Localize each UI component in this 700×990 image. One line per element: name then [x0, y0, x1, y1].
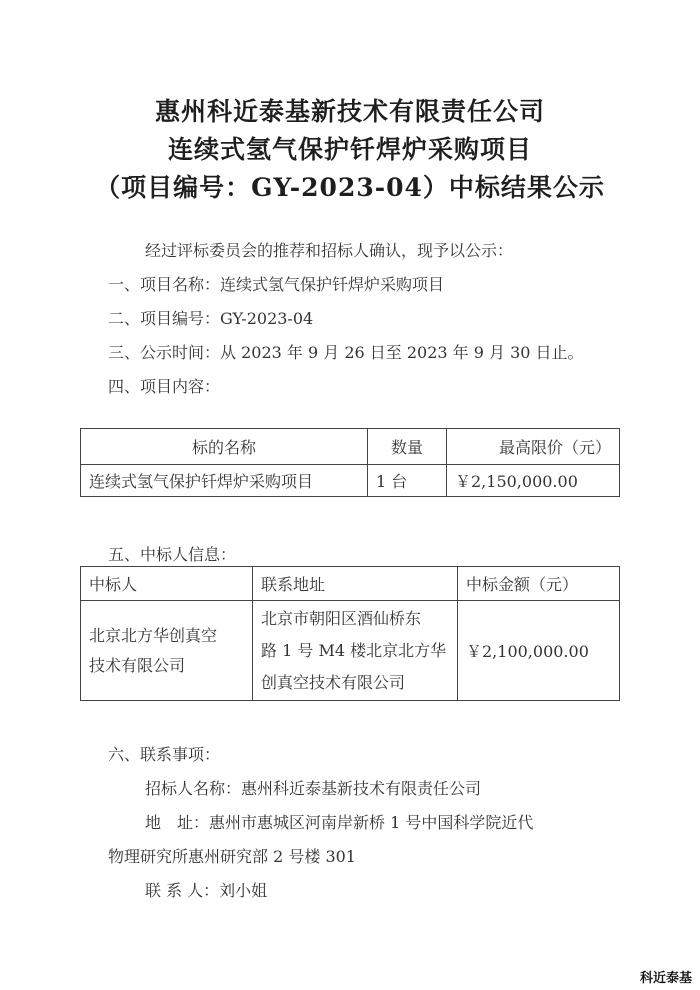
project-table: [80, 428, 620, 497]
cell-winner-name: [81, 601, 253, 701]
address-line: 路 1 号 M4 楼北京北方华: [261, 640, 447, 660]
project-table-header: [81, 429, 620, 465]
title-subtitle: （项目编号：GY-2023-04）中标结果公示: [95, 173, 605, 202]
header-amount: 中标金额（元）: [458, 567, 620, 601]
item-project-number: 二、项目编号：GY-2023-04: [108, 309, 314, 328]
header-address: 联系地址: [253, 567, 458, 601]
winner-table-header: [81, 567, 620, 601]
cell-winner-amount: ￥2,100,000.00: [458, 601, 620, 701]
item-project-name: 一、项目名称：连续式氢气保护钎焊炉采购项目: [108, 275, 445, 294]
contact-address-line2: 物理研究所惠州研究部 2 号楼 301: [108, 847, 356, 866]
intro-text: 经过评标委员会的推荐和招标人确认，现予以公示：: [145, 241, 514, 260]
contact-heading: 六、联系事项：: [108, 745, 221, 764]
watermark-logo: 科近泰基: [639, 971, 692, 986]
contact-person: 联 系 人：刘小姐: [145, 881, 268, 900]
contact-tenderer: 招标人名称：惠州科近泰基新技术有限责任公司: [145, 779, 482, 798]
cell-item-name: 连续式氢气保护钎焊炉采购项目: [81, 465, 368, 497]
title-project: 连续式氢气保护钎焊炉采购项目: [167, 135, 532, 164]
winner-name-line: 北京北方华创真空: [89, 625, 218, 645]
item-content: 四、项目内容：: [108, 377, 221, 396]
header-max-price: 最高限价（元）: [447, 429, 620, 465]
winner-table-row: [81, 601, 620, 701]
project-table-row: [81, 465, 620, 497]
address-line: 创真空技术有限公司: [261, 672, 406, 692]
header-winner: 中标人: [81, 567, 253, 601]
winner-table: [80, 566, 620, 701]
winner-heading: 五、中标人信息：: [108, 545, 237, 564]
cell-max-price: ￥2,150,000.00: [447, 465, 620, 497]
header-quantity: 数量: [368, 429, 447, 465]
cell-quantity: 1 台: [368, 465, 447, 497]
title-company: 惠州科近泰基新技术有限责任公司: [154, 97, 545, 126]
winner-name-line: 技术有限公司: [89, 655, 186, 675]
contact-address-line1: 地 址：惠州市惠城区河南岸新桥 1 号中国科学院近代: [145, 813, 534, 832]
header-item-name: 标的名称: [81, 429, 368, 465]
address-line: 北京市朝阳区酒仙桥东: [261, 608, 422, 628]
item-period: 三、公示时间：从 2023 年 9 月 26 日至 2023 年 9 月 30 日止。: [108, 343, 584, 362]
cell-winner-address: [253, 601, 458, 701]
